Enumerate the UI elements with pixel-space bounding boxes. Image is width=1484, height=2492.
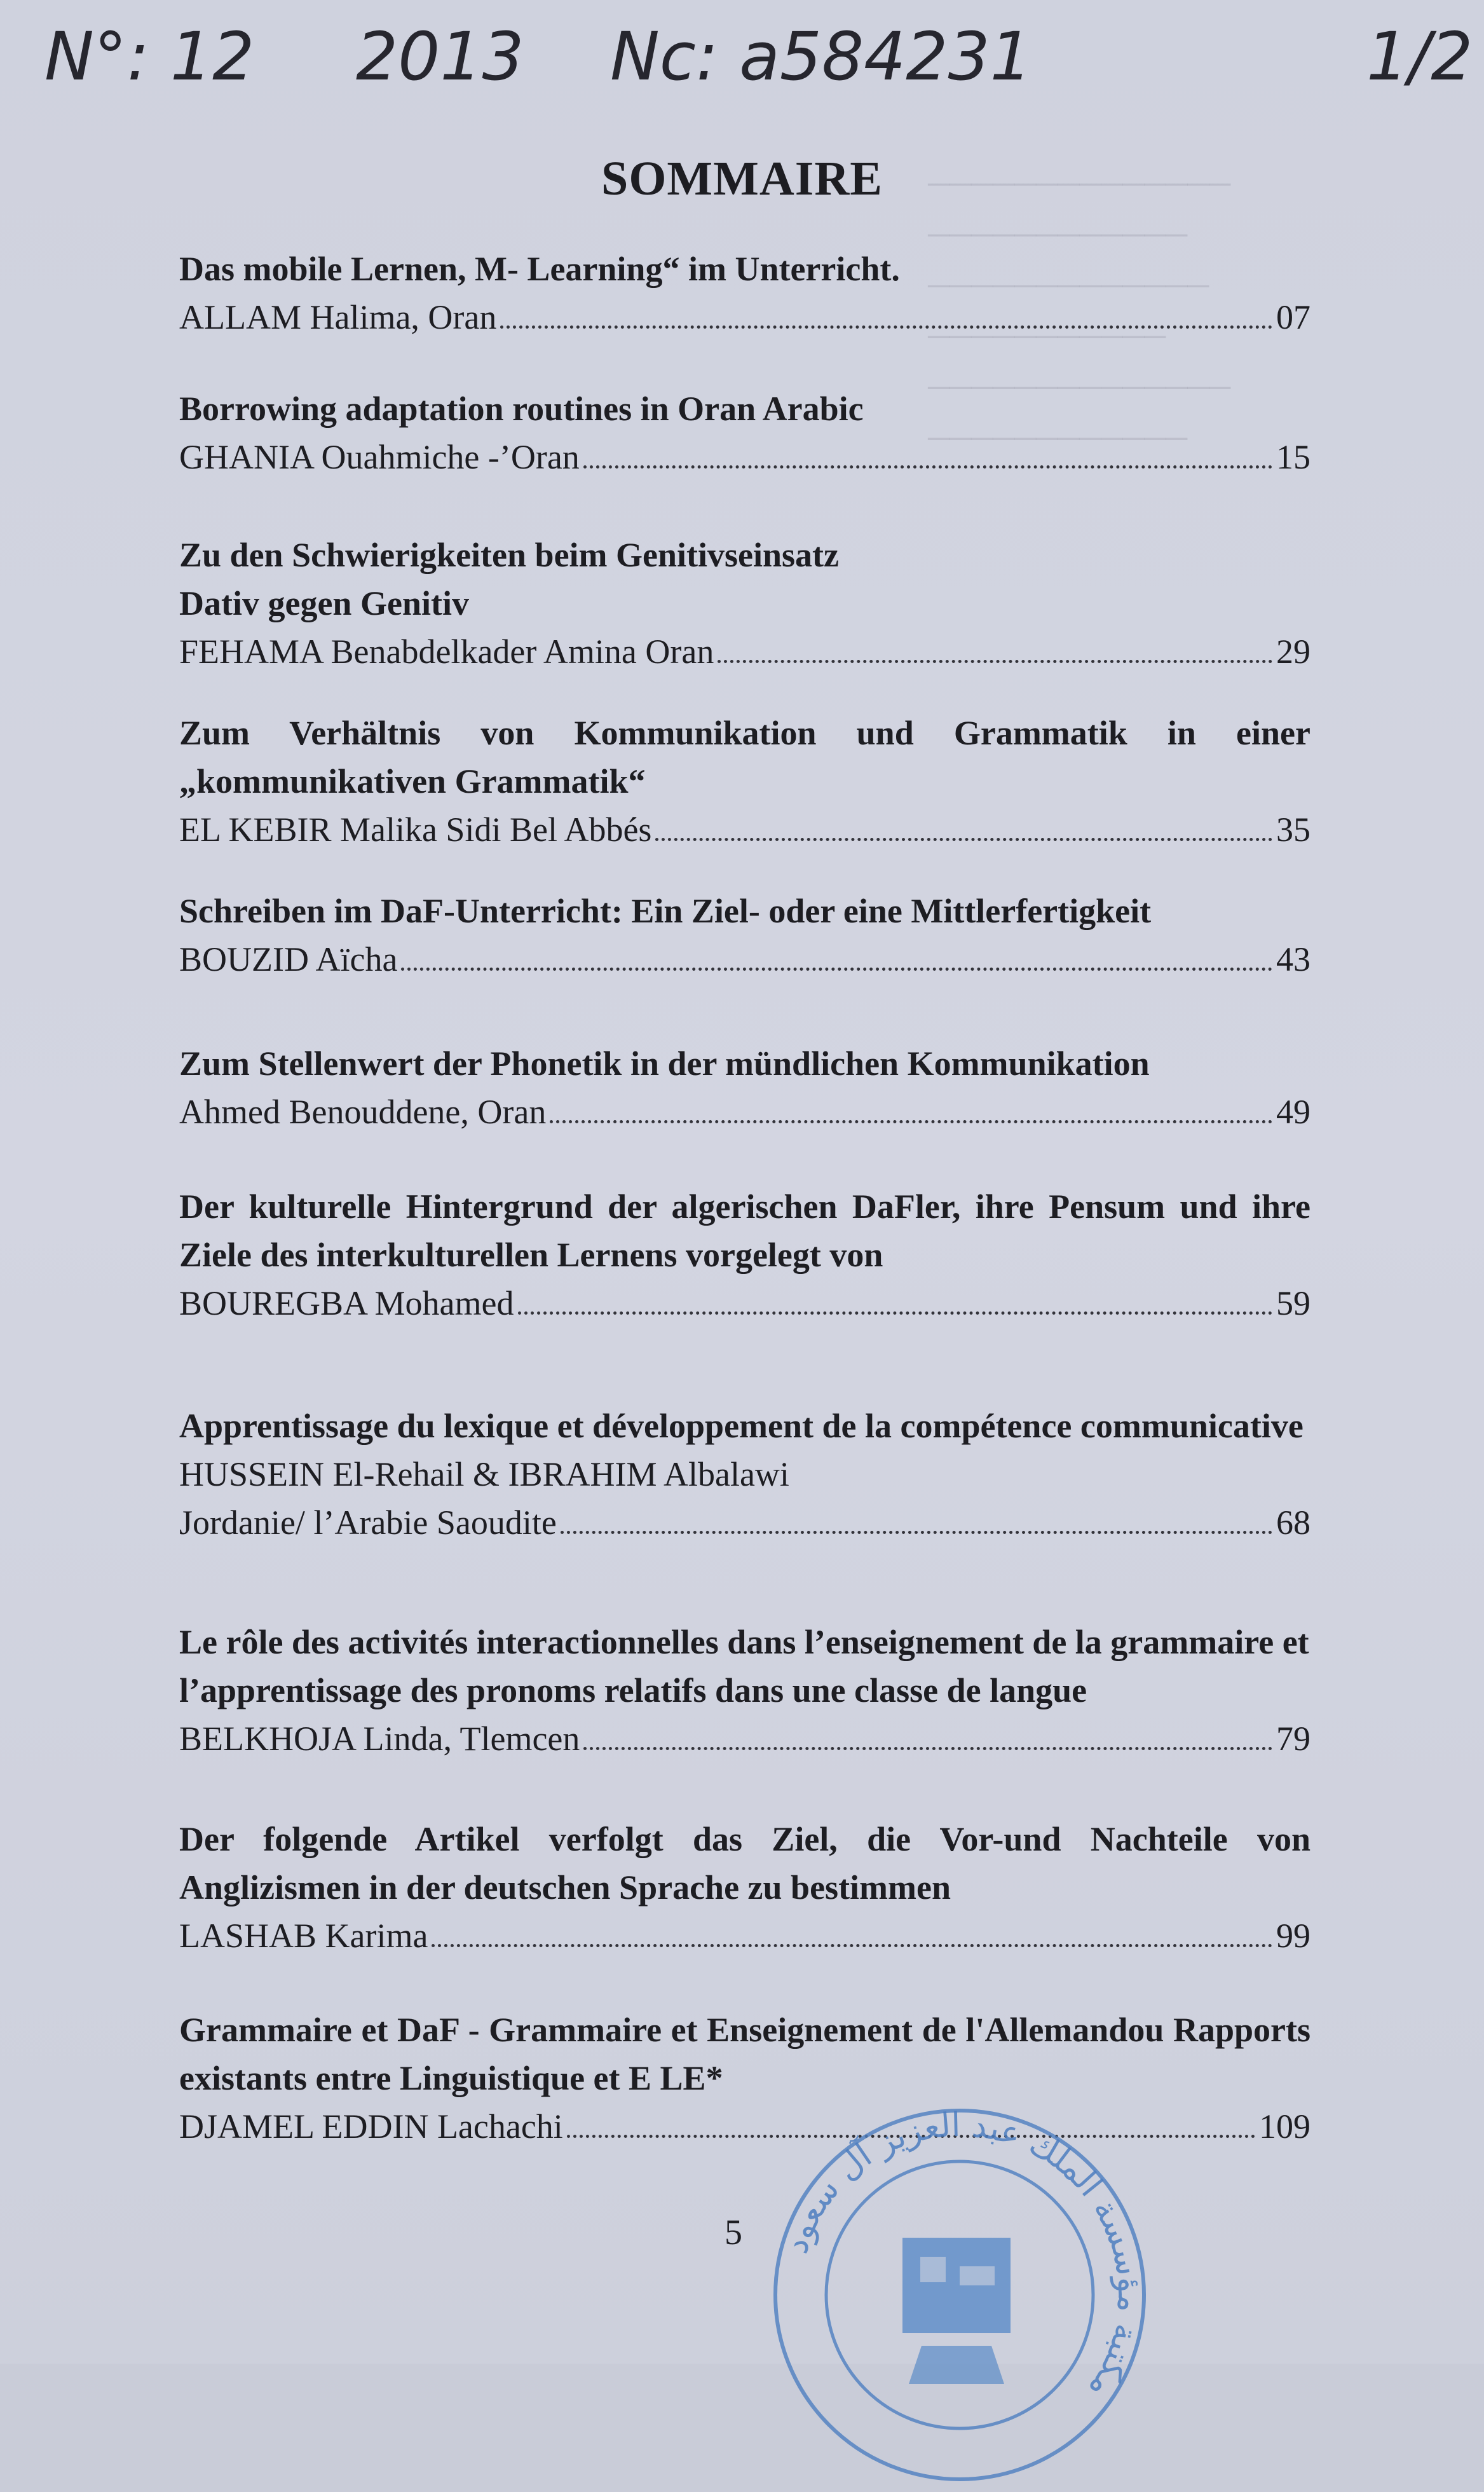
entry-title: Apprentissage du lexique et développement de la compétence communicative xyxy=(179,1407,1304,1445)
dot-leader xyxy=(432,1944,1272,1947)
dot-leader xyxy=(718,660,1272,663)
entry-author-row xyxy=(179,1715,1310,1763)
entry-title-text: Le rôle des activités interactionnelles dans l’enseignement de la grammaire et l’apprentissage des pronoms relatifs dans une classe de langue xyxy=(179,1623,1309,1709)
entry-page: 109 xyxy=(1259,2107,1310,2146)
dot-leader xyxy=(518,1311,1273,1315)
handwritten-number: N°: 12 xyxy=(44,18,255,95)
entry-page: 68 xyxy=(1276,1503,1310,1542)
handwritten-year: 2013 xyxy=(356,18,524,95)
page-title: SOMMAIRE xyxy=(601,152,883,205)
entry-author-row xyxy=(179,1279,1310,1327)
entry-author: BOUREGBA Mohamed xyxy=(179,1284,514,1322)
entry-title: Der kulturelle Hintergrund der algerischen DaFler, ihre Pensum und ihre Ziele des interkulturellen Lernens vorgelegt von xyxy=(179,1188,1310,1274)
entry-page: 35 xyxy=(1276,811,1310,849)
entry-page: 07 xyxy=(1276,298,1310,336)
entry-title: Zum Stellenwert der Phonetik in der mündlichen Kommunikation xyxy=(179,1044,1150,1083)
entry-title-text: Schreiben im DaF-Unterricht: Ein Ziel- oder eine Mittlerfertigkeit xyxy=(179,892,1152,930)
dot-leader xyxy=(561,1531,1272,1534)
entry-author-line: HUSSEIN El-Rehail & IBRAHIM Albalawi xyxy=(179,1455,789,1493)
entry-author: LASHAB Karima xyxy=(179,1917,428,1955)
entry-author-row xyxy=(179,1498,1310,1547)
entry-author-row xyxy=(179,433,1310,481)
dot-leader xyxy=(583,465,1272,469)
entry-title: Das mobile Lernen, M- Learning“ im Unterricht. xyxy=(179,250,900,288)
dot-leader xyxy=(583,1747,1272,1750)
toc-entry xyxy=(179,887,1310,983)
entry-title: Zum Verhältnis von Kommunikation und Grammatik in einer „kommunikativen Grammatik“ xyxy=(179,714,1310,800)
entry-author-row xyxy=(179,293,1310,341)
toc-entry xyxy=(179,709,1310,854)
entry-author-row xyxy=(179,935,1310,983)
entry-author: EL KEBIR Malika Sidi Bel Abbés xyxy=(179,811,652,849)
entry-author: ALLAM Halima, Oran xyxy=(179,298,497,336)
entry-title xyxy=(179,887,1310,935)
library-stamp xyxy=(763,2098,1157,2492)
toc-entry xyxy=(179,1039,1310,1136)
entry-author-row xyxy=(179,805,1310,854)
entry-title: Der folgende Artikel verfolgt das Ziel, die Vor-und Nachteile von Anglizismen in der deutschen Sprache zu bestimmen xyxy=(179,1820,1310,1907)
entry-page: 43 xyxy=(1276,940,1310,978)
toc-entry xyxy=(179,531,1310,676)
entry-author-row xyxy=(179,1912,1310,1960)
toc-entry xyxy=(179,385,1310,481)
entry-title: Grammaire et DaF - Grammaire et Enseignement de l'Allemandou Rapports existants entre Linguistique et E LE* xyxy=(179,2011,1310,2097)
toc-entry xyxy=(179,1815,1310,1960)
entry-author: BOUZID Aïcha xyxy=(179,940,398,978)
entry-author: Ahmed Benouddene, Oran xyxy=(179,1093,547,1131)
entry-title: Zu den Schwierigkeiten beim Genitivseinsatz xyxy=(179,536,839,574)
dot-leader xyxy=(550,1120,1272,1123)
stamp-text: مكتبة مؤسسة الملك عبد العزيز آل سعود xyxy=(777,2105,1149,2406)
entry-page: 15 xyxy=(1276,438,1310,476)
entry-author: BELKHOJA Linda, Tlemcen xyxy=(179,1720,580,1758)
toc-entry xyxy=(179,245,1310,341)
toc-entry xyxy=(179,1618,1310,1763)
entry-title xyxy=(179,1618,1310,1715)
entry-page: 49 xyxy=(1276,1093,1310,1131)
entry-title: Borrowing adaptation routines in Oran Arabic xyxy=(179,390,864,428)
entry-page: 99 xyxy=(1276,1917,1310,1955)
bleed-through-texture: ────────────── ──────────── ───────────── ─────────── ────────────── ──────────── xyxy=(928,167,1231,455)
entry-author-row xyxy=(179,1088,1310,1136)
page-number: 5 xyxy=(725,2213,742,2252)
entry-author: Jordanie/ l’Arabie Saoudite xyxy=(179,1503,557,1542)
toc-entry xyxy=(179,1182,1310,1327)
dot-leader xyxy=(401,968,1272,971)
entry-page: 79 xyxy=(1276,1720,1310,1758)
handwritten-catalog: Nc: a584231 xyxy=(610,18,1032,95)
entry-author: FEHAMA Benabdelkader Amina Oran xyxy=(179,633,714,671)
dot-leader xyxy=(655,838,1272,841)
entry-author-row xyxy=(179,627,1310,676)
entry-author: DJAMEL EDDIN Lachachi xyxy=(179,2107,563,2146)
entry-author: GHANIA Ouahmiche -’Oran xyxy=(179,438,580,476)
entry-title: Dativ gegen Genitiv xyxy=(179,584,469,622)
dot-leader xyxy=(500,325,1272,329)
toc-entry xyxy=(179,1402,1310,1547)
handwritten-fraction: 1/2 xyxy=(1366,18,1473,95)
entry-page: 59 xyxy=(1276,1284,1310,1322)
entry-page: 29 xyxy=(1276,633,1310,671)
